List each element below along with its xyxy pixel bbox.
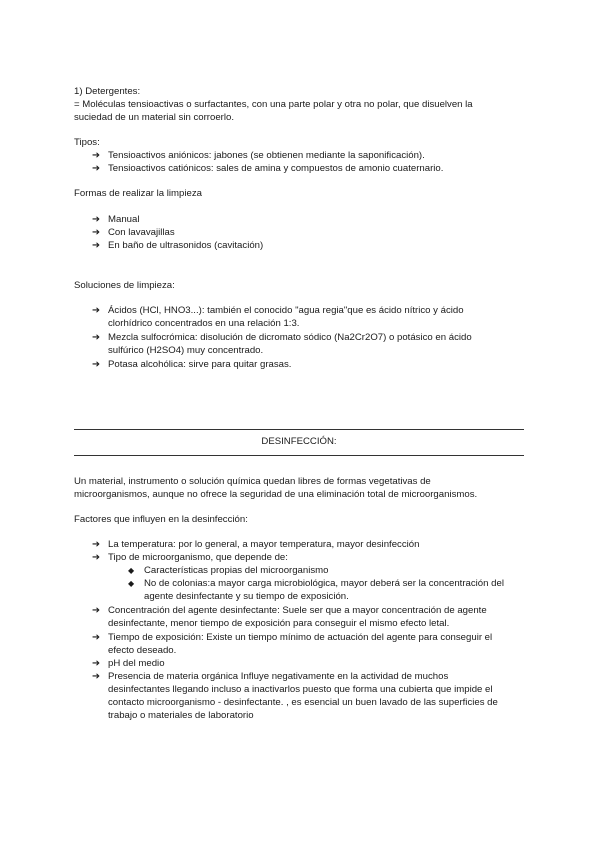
tipos-label: Tipos: (74, 137, 100, 148)
arrow-bullet-icon: ➔ (92, 658, 101, 669)
arrow-bullet-icon: ➔ (92, 632, 101, 643)
divider-top (74, 429, 524, 430)
diamond-bullet-icon: ◆ (128, 579, 135, 588)
arrow-bullet-icon: ➔ (92, 214, 101, 225)
arrow-bullet-icon: ➔ (92, 332, 101, 343)
arrow-bullet-icon: ➔ (92, 150, 101, 161)
divider-bottom (74, 455, 524, 456)
desinfeccion-definition: Un material, instrumento o solución química quedan libres de formas vegetativas de microorganismos, aunque no ofrece la seguridad de una eliminación total de microorganismos. (74, 476, 478, 500)
section-heading-detergentes: 1) Detergentes: (74, 86, 141, 97)
arrow-bullet-icon: ➔ (92, 671, 101, 682)
diamond-bullet-icon: ◆ (128, 566, 135, 575)
section-heading-desinfeccion: DESINFECCIÓN: (261, 436, 337, 447)
arrow-bullet-icon: ➔ (92, 305, 101, 316)
arrow-bullet-icon: ➔ (92, 227, 101, 238)
arrow-bullet-icon: ➔ (92, 359, 101, 370)
factores-label: Factores que influyen en la desinfección: (74, 514, 248, 525)
soluciones-label: Soluciones de limpieza: (74, 280, 175, 291)
detergentes-definition: = Moléculas tensioactivas o surfactantes, con una parte polar y otra no polar, que disuelven la suciedad de un material sin corroerlo. (74, 99, 473, 123)
arrow-bullet-icon: ➔ (92, 605, 101, 616)
arrow-bullet-icon: ➔ (92, 163, 101, 174)
arrow-bullet-icon: ➔ (92, 552, 101, 563)
arrow-bullet-icon: ➔ (92, 240, 101, 251)
document-page: 1) Detergentes: = Moléculas tensioactivas o surfactantes, con una parte polar y otra no polar, que disuelven la suciedad de un material sin corroerlo. Tipos: ➔ Tensioactivos aniónicos: jabones (se obtienen mediante la saponificación). ➔ Tensioactivos catiónicos: sales de amina y compuestos de amonio cuaternario. Formas de realizar la limpieza ➔ Manual ➔ Con lavavajillas ➔ En baño de ultrasonidos (cavitación) Soluciones de limpieza: ➔ Ácidos (HCl, HNO3...): también el conocido "agua regia"que es ácido nítrico y ácido clorhídrico concentrados en una relación 1:3. ➔ Mezcla sulfocrómica: disolución de dicromato sódico (Na2Cr2O7) o potásico en ácido sulfúrico (H2SO4) muy concentrado. ➔ Potasa alcohólica: sirve para quitar grasas. DESINFECCIÓN: Un material, instrumento o solución química quedan libres de formas vegetativas de microorganismos, aunque no ofrece la seguridad de una eliminación total de microorganismos. Factores que influyen en la desinfección: ➔ La temperatura: por lo general, a mayor temperatura, mayor desinfección ➔ Tipo de microorganismo, que depende de: ◆ Características propias del microorganismo ◆ No de colonias:a mayor carga microbiológica, mayor deberá ser la concentración del agente desinfectante y su tiempo de exposición. ➔ Concentración del agente desinfectante: Suele ser que a mayor concentración de agente desinfectante, menor tiempo de exposición para conseguir el mismo efecto letal. ➔ Tiempo de exposición: Existe un tiempo mínimo de actuación del agente para conseguir el efecto deseado. ➔ pH del medio ➔ Presencia de materia orgánica Influye negativamente en la actividad de muchos desinfectantes llegando incluso a inactivarlos puesto que forma una cubierta que impide el contacto microorganismo - desinfectante. , es esencial un buen lavado de las superficies de trabajo o materiales de laboratorio (0, 0, 600, 848)
formas-label: Formas de realizar la limpieza (74, 188, 202, 199)
arrow-bullet-icon: ➔ (92, 539, 101, 550)
